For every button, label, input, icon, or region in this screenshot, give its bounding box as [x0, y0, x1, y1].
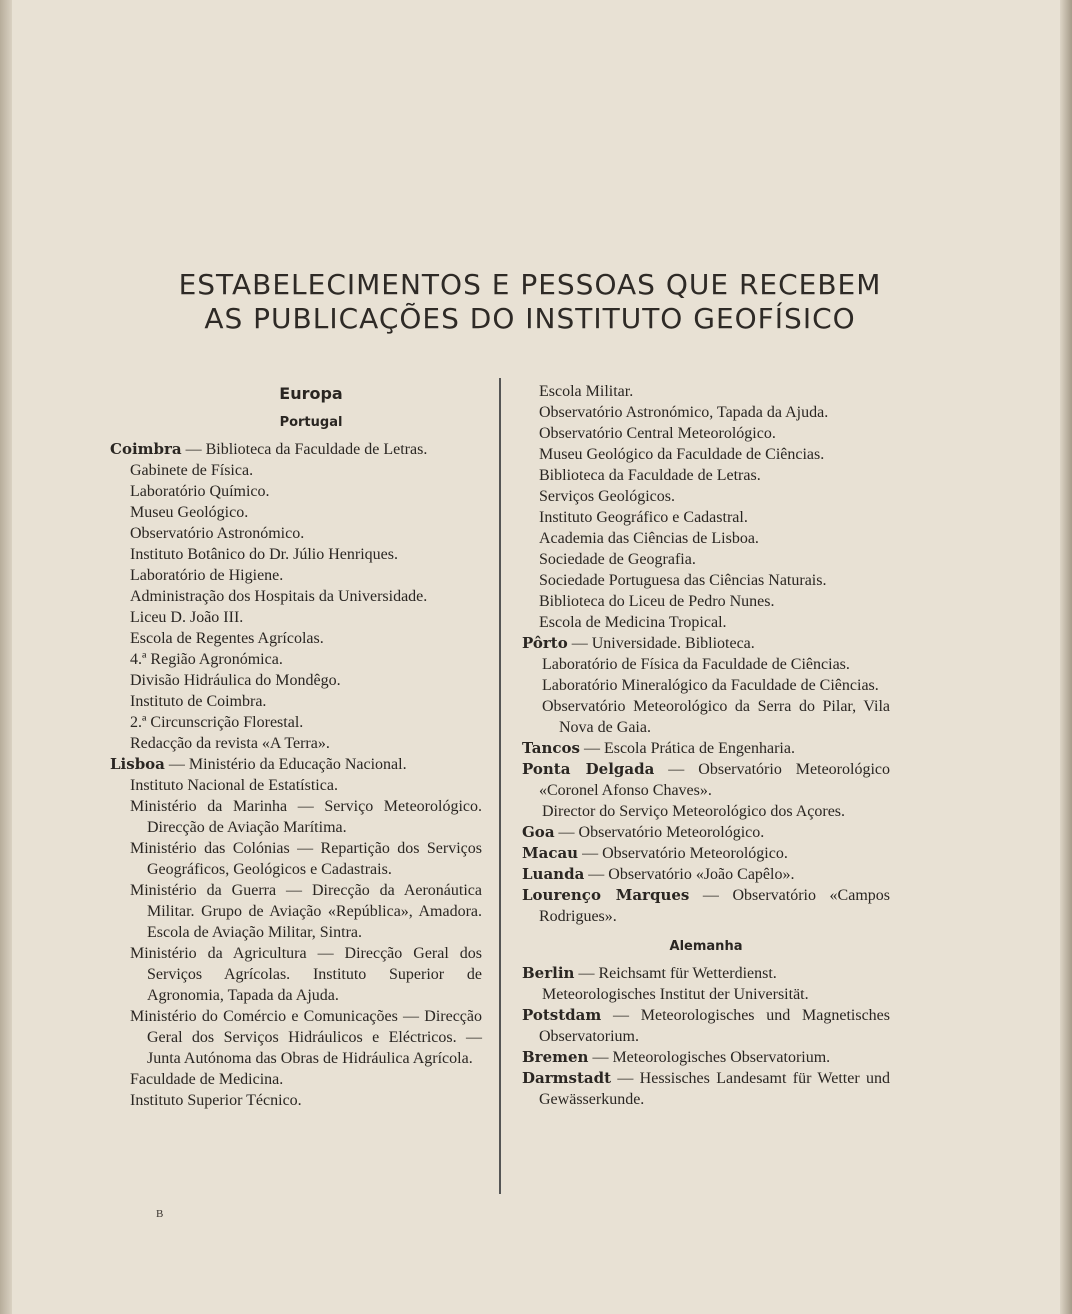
- title-line-1: ESTABELECIMENTOS E PESSOAS QUE RECEBEM: [178, 268, 882, 301]
- entry-ponta-delgada: [522, 759, 890, 801]
- list-item: Academia das Ciências de Lisboa.: [539, 530, 759, 547]
- list-item: Escola de Regentes Agrícolas.: [130, 630, 324, 647]
- entry-porto: [522, 633, 890, 654]
- entry-text: — Observatório Meteorológico.: [578, 845, 788, 862]
- list-item: Laboratório de Higiene.: [130, 567, 284, 584]
- list-item: Redacção da revista «A Terra».: [130, 735, 330, 752]
- list-item: Biblioteca do Liceu de Pedro Nunes.: [539, 593, 775, 610]
- country-heading: Portugal: [279, 415, 343, 430]
- country-heading: Alemanha: [669, 939, 743, 954]
- list-item: Director do Serviço Meteorológico dos Açores.: [542, 803, 846, 820]
- list-item: Observatório Astronómico.: [130, 525, 305, 542]
- list-item: Instituto Geográfico e Cadastral.: [539, 509, 748, 526]
- city-name: Goa: [522, 823, 555, 841]
- list-item: Administração dos Hospitais da Universidade.: [130, 588, 428, 605]
- list-item: Faculdade de Medicina.: [130, 1071, 284, 1088]
- list-item: Ministério das Colónias — Repartição dos Serviços Geográficos, Geológicos e Cadastrais.: [130, 840, 482, 878]
- list-item: Meteorologisches Institut der Universität.: [542, 986, 809, 1003]
- list-item: Escola de Medicina Tropical.: [539, 614, 727, 631]
- page-title: [100, 268, 960, 336]
- city-name: Lisboa: [110, 755, 165, 773]
- entry-text: — Observatório Meteorológico «Coronel Afonso Chaves».: [539, 761, 890, 799]
- city-name: Potstdam: [522, 1006, 602, 1024]
- entry-text: — Reichsamt für Wetterdienst.: [574, 965, 777, 982]
- entry-luanda: [522, 864, 890, 885]
- list-item: Instituto Nacional de Estatística.: [130, 777, 338, 794]
- list-item: Ministério da Marinha — Serviço Meteorológico. Direcção de Aviação Marítima.: [130, 798, 482, 836]
- left-column: [110, 383, 482, 1111]
- city-name: Lourenço Marques: [522, 886, 690, 904]
- city-name: Pôrto: [522, 634, 568, 652]
- city-name: Luanda: [522, 865, 585, 883]
- list-item: Biblioteca da Faculdade de Letras.: [539, 467, 761, 484]
- city-name: Ponta Delgada: [522, 760, 655, 778]
- list-item: Instituto Botânico do Dr. Júlio Henriques.: [130, 546, 398, 563]
- city-name: Berlin: [522, 964, 575, 982]
- list-item: Museu Geológico.: [130, 504, 249, 521]
- list-item: 2.ª Circunscrição Florestal.: [130, 714, 304, 731]
- entry-text: — Ministério da Educação Nacional.: [164, 756, 407, 773]
- porto-list: [522, 654, 890, 738]
- list-item: Ministério do Comércio e Comunicações — Direcção Geral dos Serviços Hidráulicos e Eléctricos. — Junta Autónoma das Obras de Hidráulica Agrícola.: [130, 1008, 482, 1067]
- entry-coimbra: [110, 439, 482, 460]
- entry-text: — Universidade. Biblioteca.: [567, 635, 755, 652]
- list-item: Observatório Meteorológico da Serra do Pilar, Vila Nova de Gaia.: [542, 698, 890, 736]
- region-heading: Europa: [279, 384, 343, 403]
- list-item: Ministério da Agricultura — Direcção Geral dos Serviços Agrícolas. Instituto Superior de Agronomia, Tapada da Ajuda.: [130, 945, 482, 1004]
- entry-potsdam: [522, 1005, 890, 1047]
- city-name: Macau: [522, 844, 579, 862]
- list-item: Gabinete de Física.: [130, 462, 254, 479]
- entry-darmstadt: [522, 1068, 890, 1110]
- entry-text: — Meteorologisches und Magnetisches Observatorium.: [539, 1007, 890, 1045]
- list-item: Instituto de Coimbra.: [130, 693, 267, 710]
- entry-text: — Observatório Meteorológico.: [554, 824, 765, 841]
- entry-lourenco-marques: [522, 885, 890, 927]
- entry-lisboa: [110, 754, 482, 775]
- coimbra-list: [110, 460, 482, 754]
- list-item: Escola Militar.: [539, 383, 634, 400]
- signature-mark: B: [156, 1208, 164, 1220]
- entry-text: — Biblioteca da Faculdade de Letras.: [181, 441, 428, 458]
- list-item: Laboratório Mineralógico da Faculdade de Ciências.: [542, 677, 879, 694]
- lisboa-list-continued: [522, 381, 890, 633]
- entry-bremen: [522, 1047, 890, 1068]
- entry-berlin: [522, 963, 890, 984]
- entry-text: — Meteorologisches Observatorium.: [588, 1049, 831, 1066]
- title-line-2: AS PUBLICAÇÕES DO INSTITUTO GEOFÍSICO: [204, 302, 856, 335]
- list-item: 4.ª Região Agronómica.: [130, 651, 283, 668]
- list-item: Liceu D. João III.: [130, 609, 244, 626]
- page-edge-left: [0, 0, 12, 1314]
- list-item: Laboratório Químico.: [130, 483, 270, 500]
- column-divider: [499, 378, 501, 1194]
- city-name: Darmstadt: [522, 1069, 612, 1087]
- list-item: Museu Geológico da Faculdade de Ciências.: [539, 446, 825, 463]
- entry-text: — Escola Prática de Engenharia.: [579, 740, 795, 757]
- city-name: Tancos: [522, 739, 580, 757]
- entry-macau: [522, 843, 890, 864]
- list-item: Instituto Superior Técnico.: [130, 1092, 302, 1109]
- city-name: Bremen: [522, 1048, 589, 1066]
- spacer: [522, 927, 890, 937]
- entry-text: — Observatório «Campos Rodrigues».: [539, 887, 890, 925]
- list-item: Ministério da Guerra — Direcção da Aeronáutica Militar. Grupo de Aviação «República», Amadora. Escola de Aviação Militar, Sintra.: [130, 882, 482, 941]
- entry-text: — Hessisches Landesamt für Wetter und Gewässerkunde.: [539, 1070, 890, 1108]
- list-item: Observatório Central Meteorológico.: [539, 425, 776, 442]
- list-item: Sociedade de Geografia.: [539, 551, 696, 568]
- lisboa-list: [110, 775, 482, 1111]
- entry-tancos: [522, 738, 890, 759]
- page-edge-right: [1060, 0, 1072, 1314]
- list-item: Laboratório de Física da Faculdade de Ciências.: [542, 656, 850, 673]
- list-item: Sociedade Portuguesa das Ciências Naturais.: [539, 572, 827, 589]
- right-column: [522, 381, 890, 1110]
- list-item: Observatório Astronómico, Tapada da Ajuda.: [539, 404, 829, 421]
- entry-goa: [522, 822, 890, 843]
- list-item: Divisão Hidráulica do Mondêgo.: [130, 672, 341, 689]
- entry-text: — Observatório «João Capêlo».: [584, 866, 795, 883]
- city-name: Coimbra: [110, 440, 182, 458]
- list-item: Serviços Geológicos.: [539, 488, 675, 505]
